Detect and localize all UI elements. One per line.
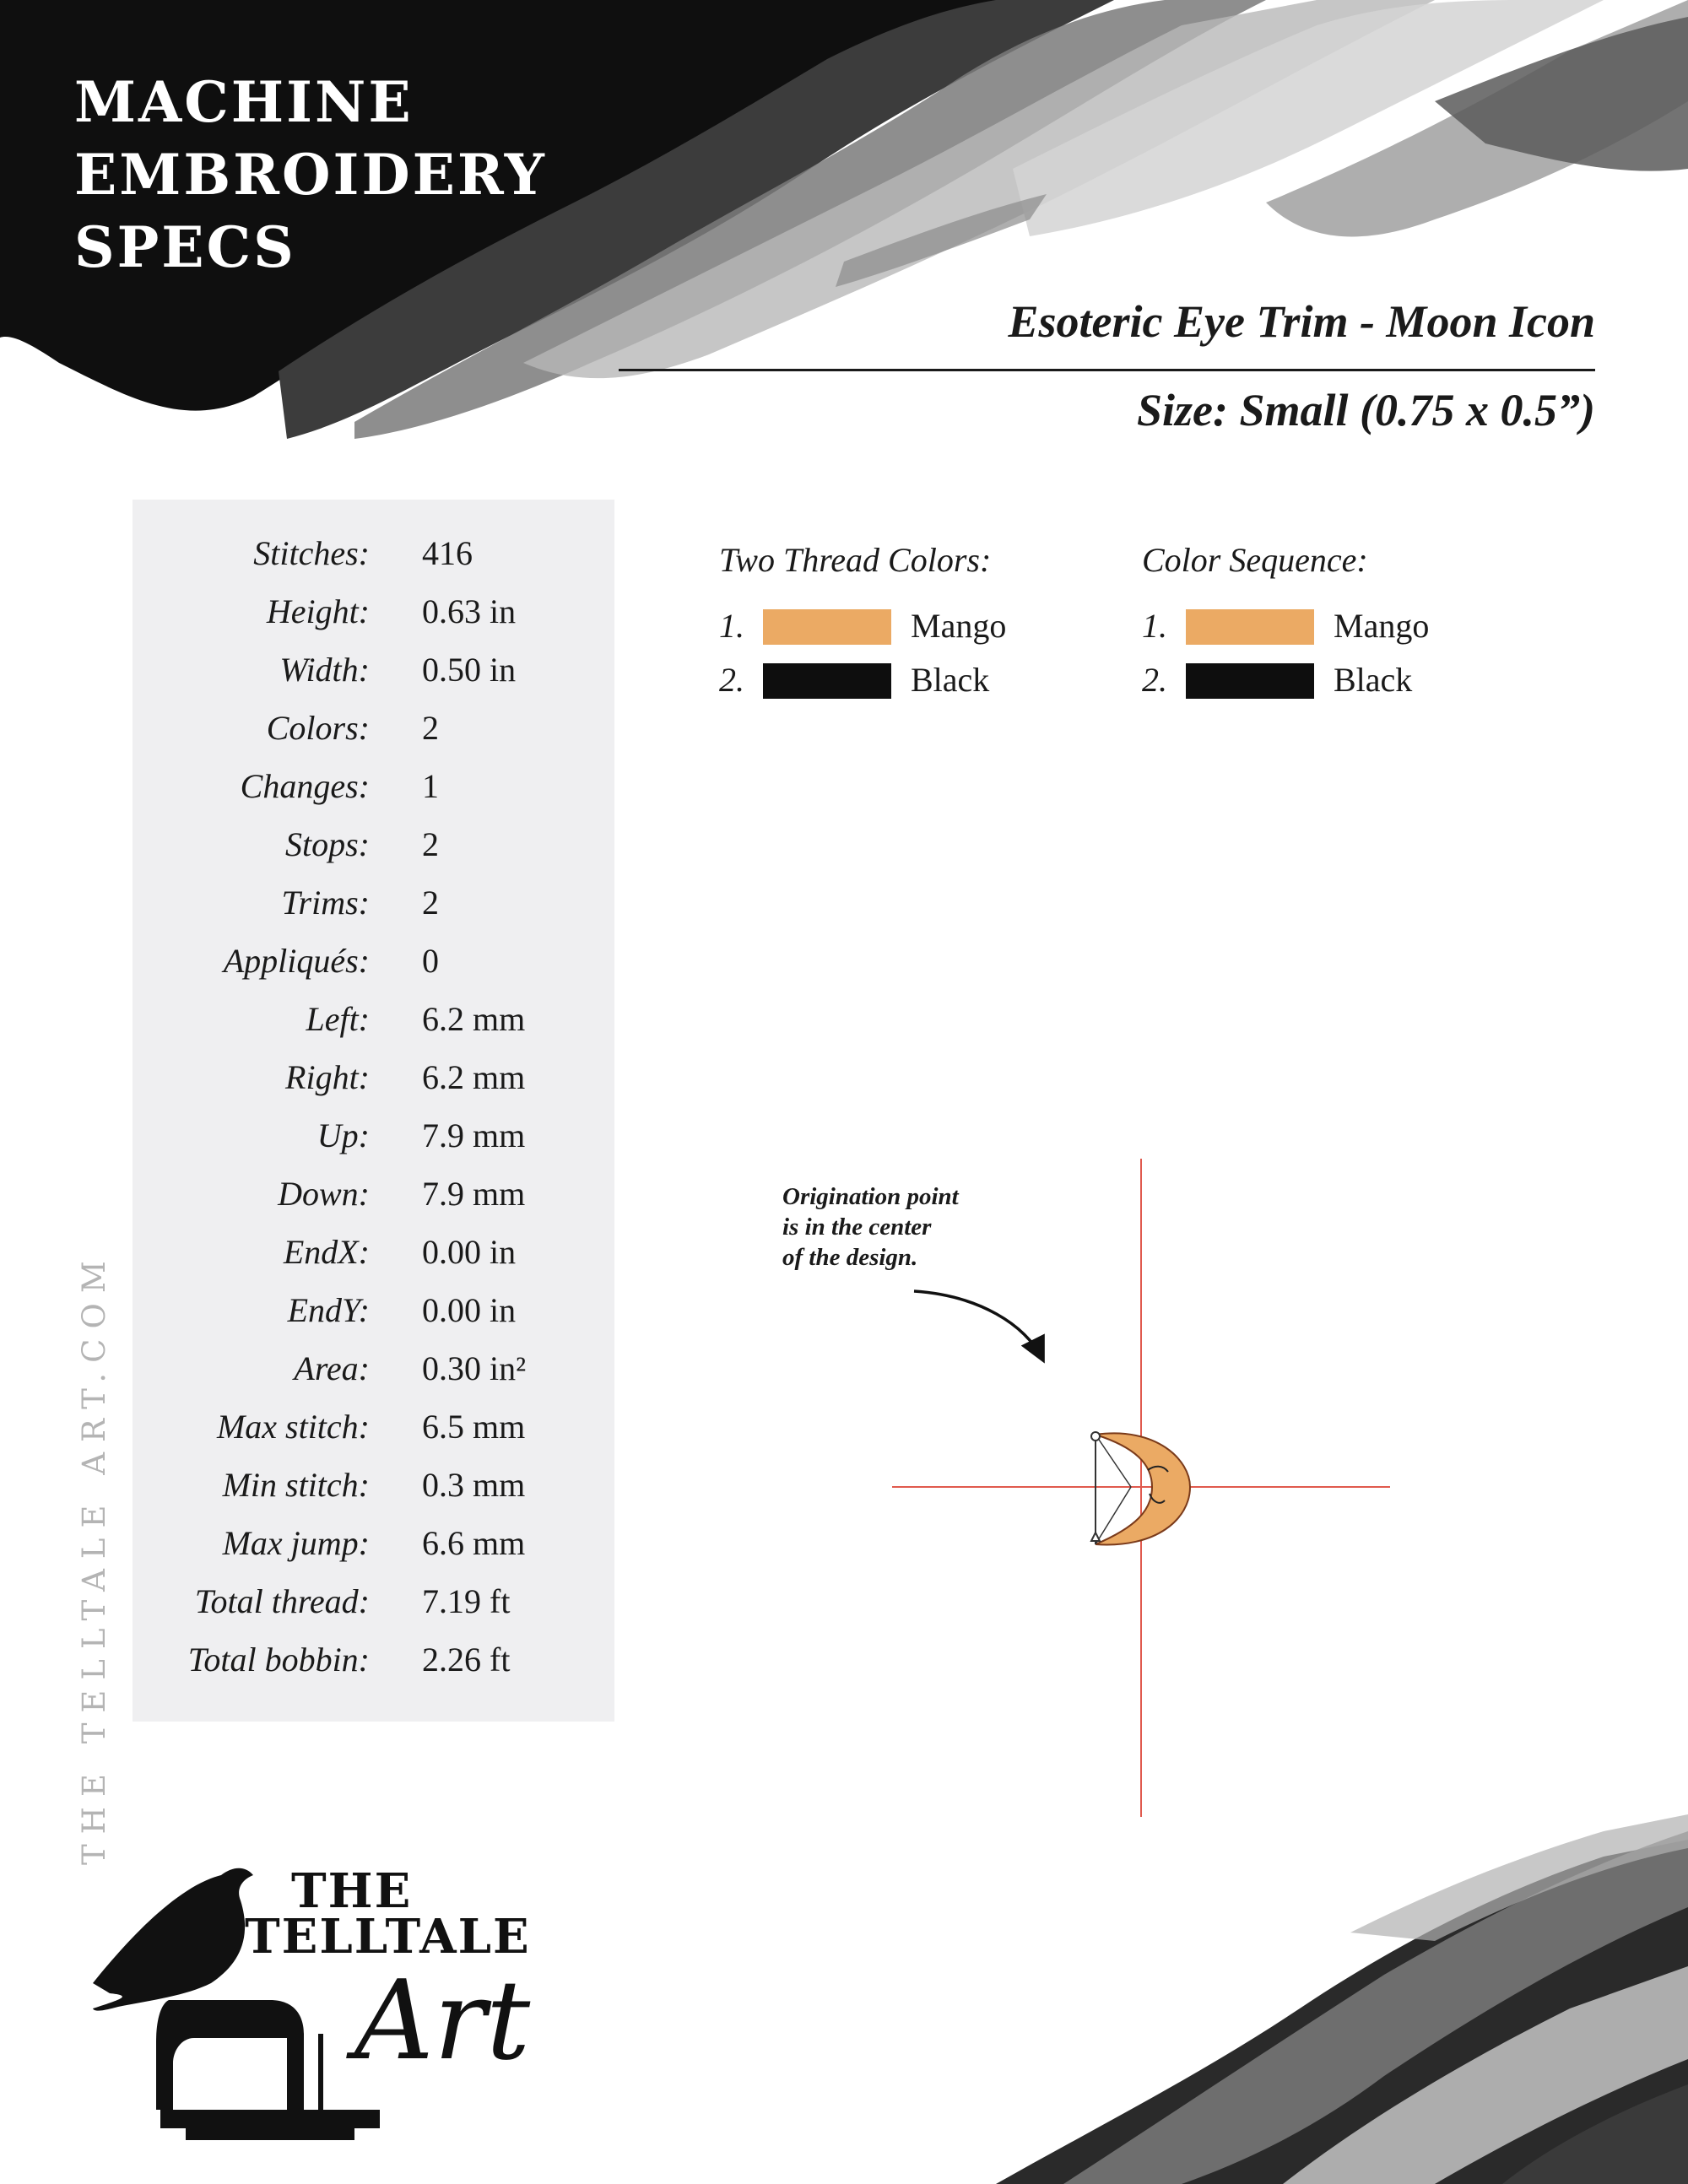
spec-value: 0.00 in	[422, 1233, 517, 1271]
thread-number: 2.	[719, 661, 744, 699]
thread-name: Black	[911, 661, 990, 699]
spec-label: Colors:	[266, 709, 370, 747]
spec-label: Down:	[278, 1175, 370, 1213]
spec-label: EndY:	[287, 1291, 370, 1329]
spec-label: Total thread:	[194, 1582, 370, 1620]
spec-value: 1	[422, 767, 439, 805]
spec-value: 2	[422, 884, 439, 922]
spec-label: Up:	[316, 1116, 370, 1154]
spec-label: Width:	[279, 651, 370, 689]
spec-label: Max jump:	[222, 1524, 370, 1562]
spec-value: 6.2 mm	[422, 1000, 526, 1038]
spec-label: Trims:	[281, 884, 370, 922]
spec-label: Area:	[294, 1349, 370, 1387]
spec-value: 0	[422, 942, 439, 980]
spec-value: 0.50 in	[422, 651, 517, 689]
thread-number: 1.	[719, 607, 744, 645]
spec-value: 2.26 ft	[422, 1641, 511, 1679]
sequence-thread-name: Mango	[1334, 607, 1430, 645]
spec-label: Right:	[285, 1058, 370, 1096]
spec-value: 6.5 mm	[422, 1408, 526, 1446]
title-line-2: EMBROIDERY	[74, 142, 547, 208]
raven-icon	[93, 1868, 253, 2011]
spec-label: Height:	[266, 592, 370, 630]
spec-value: 416	[422, 534, 473, 572]
title-line-3: SPECS	[74, 214, 296, 280]
design-name: Esoteric Eye Trim - Moon Icon	[1008, 296, 1595, 347]
callout-line: Origination point	[782, 1183, 959, 1210]
spec-value: 0.00 in	[422, 1291, 517, 1329]
callout-line: is in the center	[782, 1214, 932, 1241]
sequence-number: 1.	[1142, 607, 1167, 645]
logo-line-telltale: TELLTALE	[245, 1909, 531, 1965]
thread-name: Mango	[911, 607, 1007, 645]
sequence-thread-name: Black	[1334, 661, 1413, 699]
spec-label: Left:	[306, 1000, 370, 1038]
logo-line-the: THE	[291, 1863, 413, 1919]
spec-label: Min stitch:	[222, 1466, 370, 1504]
color-sequence-heading: Color Sequence:	[1142, 541, 1368, 579]
spec-value: 0.3 mm	[422, 1466, 526, 1504]
spec-label: Changes:	[240, 767, 370, 805]
spec-label: Appliqués:	[223, 942, 370, 980]
spec-value: 6.6 mm	[422, 1524, 526, 1562]
callout-line: of the design.	[782, 1244, 918, 1271]
spec-value: 7.9 mm	[422, 1175, 526, 1213]
logo-line-art: Art	[354, 1956, 531, 2084]
spec-value: 0.30 in²	[422, 1349, 527, 1387]
spec-value: 6.2 mm	[422, 1058, 526, 1096]
thread-colors-heading: Two Thread Colors:	[719, 541, 992, 579]
spec-label: EndX:	[283, 1233, 370, 1271]
title-line-1: MACHINE	[74, 69, 414, 135]
spec-value: 2	[422, 825, 439, 863]
sequence-number: 2.	[1142, 661, 1167, 699]
spec-value: 7.9 mm	[422, 1116, 526, 1154]
sewing-machine-icon	[156, 2000, 380, 2140]
spec-label: Stitches:	[253, 534, 370, 572]
spec-value: 0.63 in	[422, 592, 517, 630]
spec-value: 2	[422, 709, 439, 747]
spec-value: 7.19 ft	[422, 1582, 511, 1620]
spec-label: Stops:	[285, 825, 370, 863]
spec-label: Max stitch:	[216, 1408, 370, 1446]
spec-label: Total bobbin:	[187, 1641, 370, 1679]
design-size: Size: Small (0.75 x 0.5”)	[1136, 385, 1595, 435]
vertical-site-url: THE TELLTALE ART.COM	[76, 1251, 112, 1865]
